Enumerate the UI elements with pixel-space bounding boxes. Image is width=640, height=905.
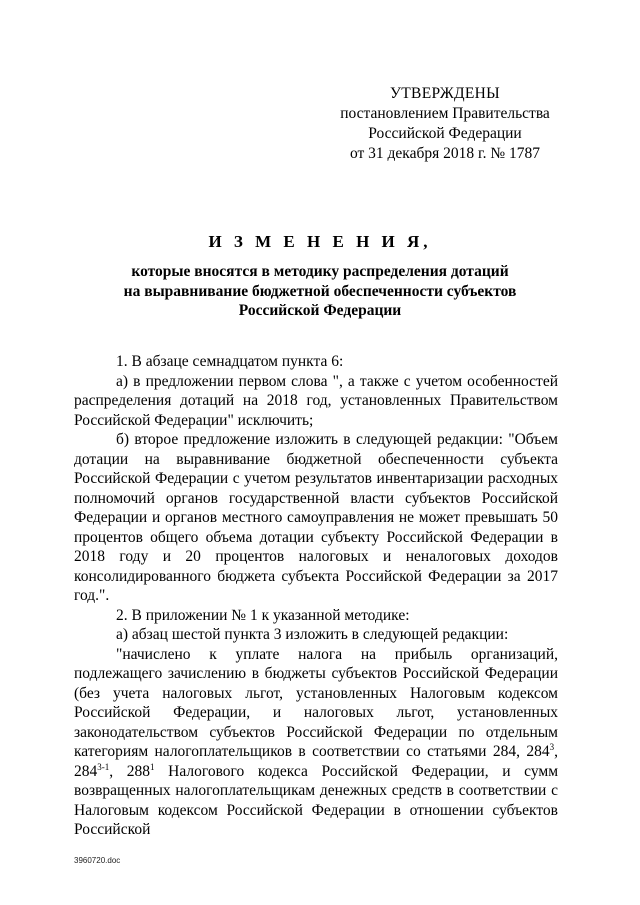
approval-line-1: постановлением Правительства [340, 105, 550, 122]
approval-heading: УТВЕРЖДЕНЫ [390, 85, 500, 102]
document-body [74, 352, 558, 840]
quote-text: , 288 [109, 762, 151, 780]
subtitle-line: на выравнивание бюджетной обеспеченности субъектов [123, 282, 517, 300]
superscript: 1 [150, 761, 155, 772]
paragraph-2a: а) абзац шестой пункта 3 изложить в следующей редакции: [116, 626, 509, 643]
approval-stamp [330, 84, 560, 164]
superscript: 3-1 [97, 761, 110, 772]
quote-text: , 284 [74, 743, 558, 780]
approval-line-2: Российской Федерации [368, 125, 522, 142]
paragraph-1a: а) в предложении первом слова ", а также с учетом особенностей распределения дотаций на 2018 год, установленных Правительством Российской Федерации" исключить; [74, 372, 558, 429]
subtitle-line: Российской Федерации [238, 302, 402, 319]
quote-text: "начислено к уплате налога на прибыль организаций, подлежащего зачислению в бюджеты субъектов Российской Федерации (без учета налоговых льгот, установленных Налоговым кодексом Российской Федерации, и налоговых льгот, установленных законодательством субъектов Российской Федерации по отдельным категориям налогоплательщиков в соответствии со статьями 284, 284 [74, 645, 558, 760]
quote-text: Налогового кодекса Российской Федерации, и сумм возвращенных налогоплательщикам денежных средств в соответствии с Налоговым кодексом Российской Федерации в отношении субъектов Российской [74, 762, 559, 838]
paragraph-2-quote [74, 645, 558, 840]
paragraph-1b: б) второе предложение изложить в следующей редакции: "Объем дотации на выравнивание бюджетной обеспеченности субъекта Российской Федерации с учетом результатов инвентаризации расходных полномочий органов государственной власти субъектов Российской Федерации и органов местного самоуправления не может превышать 50 процентов общего объема дотации субъекту Российской Федерации в 2018 году и 20 процентов налоговых и неналоговых доходов консолидированного бюджета субъекта Российской Федерации за 2017 год.". [74, 431, 558, 604]
subtitle-line: которые вносятся в методику распределения дотаций [131, 263, 509, 280]
paragraph-2: 2. В приложении № 1 к указанной методике: [116, 606, 410, 624]
paragraph-1: 1. В абзаце семнадцатом пункта 6: [116, 353, 344, 370]
document-subtitle [60, 262, 580, 321]
superscript: 3 [549, 742, 555, 752]
file-name-footer: 3960720.doc [74, 856, 121, 865]
document-title: И З М Е Н Е Н И Я, [208, 232, 432, 251]
approval-line-3: от 31 декабря 2018 г. № 1787 [349, 145, 541, 162]
